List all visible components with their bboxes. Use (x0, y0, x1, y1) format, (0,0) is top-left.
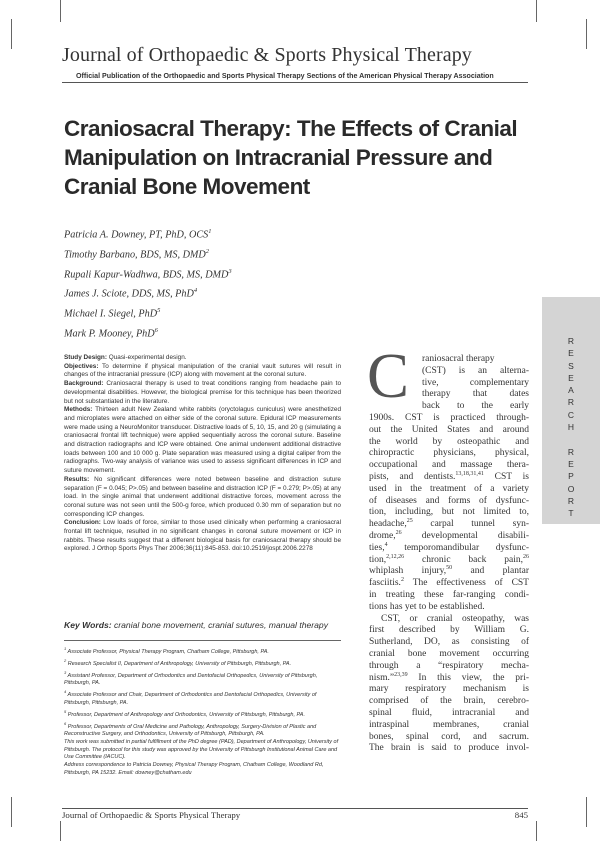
body-text-line: ties,$^4$ temporomandibular dysfunc- (369, 541, 529, 553)
body-text-line: the world by osteopathic and (369, 436, 529, 447)
body-text-line: through a “respiratory mecha- (369, 660, 529, 671)
body-text-line: cranial bone movement occurring (369, 648, 529, 659)
abstract-paragraph: Background: Craniosacral therapy is used to treat conditions ranging from headache pain to developmental disabilities. However, the biological premise for this technique has been theorized but not substantiated in the literature. (64, 380, 341, 405)
body-text-line: in treating these far-ranging condi- (369, 589, 529, 600)
section-tab-letter: E (568, 372, 574, 383)
footnote: $^5$ Professor, Department of Anthropology and Orthodontics, University of Pittsburgh, Pittsburgh, PA. (64, 708, 305, 718)
footer-divider (62, 808, 528, 809)
author-affiliation-mark: 4 (193, 287, 198, 295)
citation-mark: 25 (406, 518, 413, 524)
crop-mark (536, 0, 537, 22)
footnote: This work was submitted in partial fulfillment of the PhD degree (PAD), Department of Anthropology, University of Pittsburgh. The protocol for this study was approved by the University of Pittsburgh Institutional Animal Care and Use Committee (IACUC). (64, 739, 339, 761)
abstract (64, 354, 341, 554)
footnotes (64, 645, 341, 778)
body-text-line: drome,$^{26}$ developmental disabili- (369, 529, 529, 541)
body-text-line: first described by William G. (369, 625, 529, 636)
footnote-mark: 2 (64, 657, 67, 663)
body-text-line: occupational and massage thera- (369, 460, 529, 471)
article-title: Craniosacral Therapy: The Effects of Cranial Manipulation on Intracranial Pressure and Cranial Bone Movement (64, 116, 518, 199)
crop-mark (60, 821, 61, 841)
abstract-label: Methods: (64, 406, 93, 414)
section-tab-letter: E (568, 458, 574, 469)
author-affiliation-mark: 3 (228, 267, 232, 275)
footnote-mark: 6 (64, 720, 67, 726)
section-tab-letter: H (567, 422, 575, 433)
footnote-mark: 5 (64, 708, 67, 714)
crop-mark (536, 821, 537, 841)
section-tab-letter: T (568, 508, 574, 519)
citation-mark: 2 (400, 576, 404, 583)
body-text-line: tion,$^{2,12,26}$ chronic back pain,$^{26}$ (369, 553, 529, 565)
section-tab-letter: R (567, 495, 575, 506)
abstract-label: Conclusion: (64, 519, 101, 527)
section-tab-label (564, 335, 578, 519)
journal-title: Journal of Orthopaedic & Sports Physical Therapy (62, 44, 472, 66)
crop-mark (60, 0, 61, 22)
abstract-label: Background: (64, 380, 104, 388)
abstract-label: Objectives: (64, 362, 99, 370)
body-text-line: (CST) is an alterna- (422, 365, 529, 376)
crop-mark (11, 797, 12, 827)
body-text-line: back to the early (422, 401, 529, 412)
footnote: $^2$ Research Specialist II, Department of Anthropology, University of Pittsburgh, Pittsburgh, PA. (64, 657, 292, 667)
body-text-line: chiropractic physicians, physical, (369, 448, 529, 459)
citation-mark: 50 (446, 565, 453, 572)
keywords-text: cranial bone movement, cranial sutures, manual therapy (113, 620, 328, 630)
keywords (64, 620, 344, 630)
body-text-line: out the United States and around (369, 424, 529, 435)
body-text-line: headache,$^{25}$ carpal tunnel syn- (369, 518, 529, 530)
section-tab-letter: E (568, 348, 574, 359)
crop-mark (586, 797, 587, 827)
author-name: Mark P. Mooney, PhD$^6$ (64, 326, 158, 340)
body-text-line: intraspinal membranes, cranial (369, 719, 529, 730)
body-text-line: fasciitis.$^2$ The effectiveness of CST (369, 576, 529, 589)
body-text-line: comprised of the brain, cerebro- (369, 696, 529, 707)
footer-journal-name: Journal of Orthopaedic & Sports Physical Therapy (62, 810, 241, 820)
footnote-mark: 1 (64, 646, 67, 651)
author-name: Patricia A. Downey, PT, PhD, OCS$^1$ (64, 228, 212, 241)
body-text-line: pists, and dentists.$^{13,18,31,41}$ CST is (369, 470, 530, 482)
crop-mark (11, 19, 12, 49)
body-text-line: The brain is said to produce invol- (369, 743, 529, 754)
footnote: $^6$ Professor, Departments of Oral Medicine and Pathology, Anthropology, Surgery-Division of Plastic and Reconstructive Surgery, and Orthodontics, University of Pittsburgh, Pittsburgh, PA. (64, 720, 317, 737)
body-text-line: CST, or cranial osteopathy, was (381, 613, 529, 624)
section-tab-letter: R (567, 446, 575, 457)
abstract-label: Results: (64, 475, 90, 483)
crop-mark (586, 19, 587, 49)
body-text-line: Sutherland, DO, as consisting of (369, 637, 529, 648)
author-list (64, 224, 232, 343)
citation-mark: 23,39 (394, 671, 408, 678)
author-name: Rupali Kapur-Wadhwa, BDS, MS, DMD$^3$ (64, 267, 232, 280)
abstract-paragraph: Study Design: Quasi-experimental design. (64, 354, 187, 361)
body-text-column (369, 354, 529, 755)
body-text-line: therapy that dates (422, 389, 529, 400)
author-name: Michael I. Siegel, PhD$^5$ (64, 307, 161, 320)
drop-cap: C (367, 341, 410, 411)
section-tab-letter: R (567, 397, 575, 408)
section-tab-letter: R (567, 336, 575, 346)
author-name: James J. Sciote, DDS, MS, PhD$^4$ (64, 287, 198, 300)
body-text-line: 1900s. CST is practiced through- (369, 412, 529, 423)
author-affiliation-mark: 5 (157, 307, 161, 315)
keywords-label: Key Words: (64, 620, 112, 630)
section-tab-letter: P (568, 471, 574, 482)
body-text-line: tions has yet to be established. (369, 601, 485, 612)
footnote: $^1$ Associate Professor, Physical Therapy Program, Chatham College, Pittsburgh, PA. (64, 646, 269, 655)
journal-subtitle: Official Publication of the Orthopaedic and Sports Physical Therapy Sections of the American Physical Therapy Association (76, 72, 494, 80)
section-tab-letter: C (567, 409, 575, 420)
header-divider (62, 82, 528, 83)
body-text-line: raniosacral therapy (422, 354, 495, 364)
body-text-line: spinal fluid, intracranial and (369, 707, 529, 718)
abstract-label: Study Design: (64, 354, 107, 361)
page-number: 845 (514, 810, 528, 820)
author-affiliation-mark: 6 (154, 326, 158, 334)
citation-mark: 4 (384, 541, 388, 548)
footnote: $^3$ Assistant Professor, Department of Orthodontics and Dentofacial Orthopedics, University of Pittsburgh, Pittsburgh, PA. (64, 669, 318, 687)
footnote: $^4$ Associate Professor and Chair, Department of Orthodontics and Dentofacial Orthopedics, University of Pittsburgh, Pittsburgh, PA. (64, 689, 317, 706)
author-affiliation-mark: 1 (208, 228, 212, 235)
author-name: Timothy Barbano, BDS, MS, DMD$^2$ (64, 247, 210, 261)
body-text-line: mary respiratory mechanism is (369, 684, 529, 695)
citation-mark: 13,18,31,41 (455, 470, 484, 477)
footnote-mark: 4 (64, 689, 67, 695)
abstract-paragraph: Results: No significant differences were noted between baseline and distraction suture separation (F = 0.045; P>.05) and between baseline and distraction ICP (F = 0.279; P>.05) at any load. In the single animal that underwent additional distractive forces, movement across the coronal suture was not seen until the 500-g force, which produced 0.30 mm of separation but no corresponding ICP changes. (64, 475, 341, 518)
abstract-paragraph: Conclusion: Low loads of force, similar to those used clinically when performing a craniosacral frontal lift technique, resulted in no significant changes in coronal suture movement or ICP in rabbits. These results suggest that a different biological basis for craniosacral therapy should be explored. J Orthop Sports Phys Ther 2006;36(11):845-853. doi:10.2519/jospt.2006.2278 (64, 519, 341, 553)
citation-mark: 26 (523, 553, 529, 560)
citation-mark: 26 (395, 529, 402, 536)
footnote-mark: 3 (64, 669, 67, 675)
body-text-line: whiplash injury,$^{50}$ and plantar (369, 565, 529, 577)
body-text-line: tive, complementary (422, 377, 529, 388)
section-tab-letter: O (567, 483, 575, 494)
abstract-paragraph: Objectives: To determine if physical manipulation of the cranial vault sutures will result in changes of the intracranial pressure (ICP) along with movement at the coronal suture. (64, 362, 341, 379)
abstract-paragraph: Methods: Thirteen adult New Zealand white rabbits (oryctolagus cuniculus) were anesthetized and microplates were attached on either side of the coronal suture. Epidural ICP measurements were made using a NeuroMonitor transducer. Distractive loads of 5, 10, 15, and 20 g (simulating a craniosacral frontal lift technique) were applied sequentially across the coronal suture. Baseline and distraction radiographs and ICP were obtained. One animal underwent additional distractive loads between 100 and 10 000 g. Plate separation was measured using a digital caliper from the radiographs. Two-way analysis of variance was used to assess significant differences in ICP and suture movement. (64, 406, 341, 475)
body-text-line: bones, spinal cord, and sacrum. (369, 731, 529, 742)
section-tab-gap (564, 433, 578, 445)
body-text-line: used in the treatment of a variety (369, 483, 529, 494)
footnote: Address correspondence to Patricia Downey, Physical Therapy Program, Chatham College, Woodland Rd, Pittsburgh, PA 15232. Email: downey@chatham.edu (64, 762, 324, 776)
section-tab-letter: S (568, 360, 574, 371)
footnote-divider (64, 640, 341, 641)
body-text-line: nism.”$^{23,39}$ In this view, the pri- (369, 671, 529, 683)
body-text-line: of diseases and forms of dysfunc- (369, 495, 529, 506)
author-affiliation-mark: 2 (205, 247, 210, 255)
body-text-line: tion, including, but not limited to, (369, 507, 529, 518)
citation-mark: 2,12,26 (386, 553, 405, 560)
section-tab-letter: A (568, 385, 574, 396)
